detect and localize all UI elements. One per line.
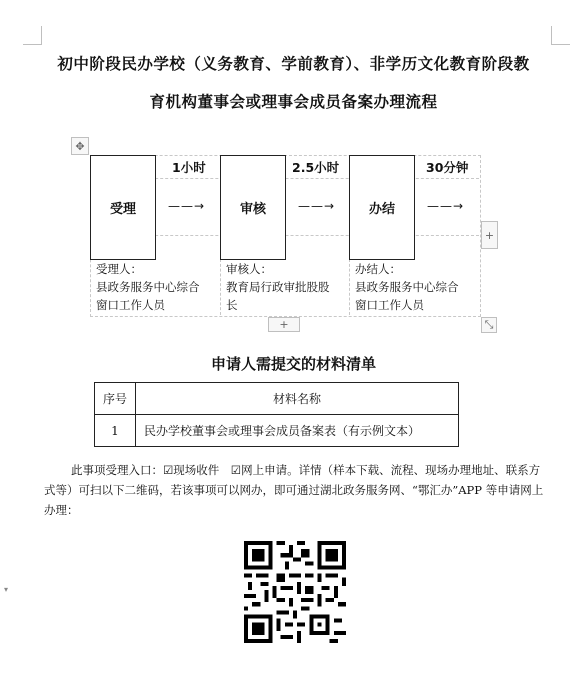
table-move-handle[interactable] (71, 137, 89, 155)
crop-mark-top-left (23, 26, 42, 45)
document-title-line2: 育机构董事会或理事会成员备案办理流程 (149, 92, 438, 111)
role-accept-line3: 窗口工作人员 (96, 298, 165, 312)
add-column-button[interactable] (481, 221, 498, 249)
role-review (226, 260, 330, 314)
role-accept (96, 260, 200, 314)
step-time-review: 2.5小时 (292, 160, 340, 175)
role-complete (355, 260, 459, 314)
role-complete-line2: 县政务服务中心综合 (355, 280, 459, 294)
role-complete-line1: 办结人： (355, 262, 401, 276)
resize-icon: ⤡ (484, 318, 494, 331)
header-name: 材料名称 (136, 383, 459, 415)
header-no: 序号 (95, 383, 136, 415)
role-accept-line1: 受理人： (96, 262, 142, 276)
materials-heading: 申请人需提交的材料清单 (210, 355, 376, 373)
table-header-row (95, 383, 459, 415)
arrow-right-icon: ——→ (427, 199, 465, 213)
step-box-complete: 办结 (349, 155, 415, 260)
gridline (220, 259, 221, 315)
qr-code-icon (244, 541, 346, 643)
step-box-review: 审核 (220, 155, 286, 260)
arrow-right-icon: ——→ (298, 199, 336, 213)
add-row-button[interactable] (268, 317, 300, 332)
table-row (95, 415, 459, 447)
anchor-marker-icon: ▾ (4, 585, 9, 594)
document-title-line1: 初中阶段民办学校（义务教育、学前教育）、非学历文化教育阶段教 (57, 54, 530, 73)
materials-table (94, 382, 459, 447)
table-resize-handle[interactable] (481, 317, 497, 333)
row-name: 民办学校董事会或理事会成员备案表（有示例文本） (136, 415, 459, 447)
step-time-accept: 1小时 (172, 160, 206, 175)
plus-icon: + (279, 318, 289, 331)
role-review-line1: 审核人： (226, 262, 272, 276)
arrow-right-icon: ——→ (168, 199, 206, 213)
plus-icon: + (484, 228, 495, 242)
crop-mark-top-right (551, 26, 570, 45)
role-complete-line3: 窗口工作人员 (355, 298, 424, 312)
intake-paragraph: 此事项受理入口：☑现场收件 ☑网上申请。详情（样本下载、流程、现场办理地址、联系方式等）可扫以下二维码，若该事项可以网办，即可通过湖北政务服务网、“鄂汇办”APP 等申请网上办理： (44, 463, 544, 517)
move-icon: ✥ (75, 139, 85, 153)
role-review-line3: 长 (226, 298, 238, 312)
gridline (349, 259, 350, 315)
step-box-accept: 受理 (90, 155, 156, 260)
step-time-complete: 30分钟 (426, 160, 469, 175)
row-no: 1 (95, 415, 136, 447)
role-review-line2: 教育局行政审批股股 (226, 280, 330, 294)
role-accept-line2: 县政务服务中心综合 (96, 280, 200, 294)
